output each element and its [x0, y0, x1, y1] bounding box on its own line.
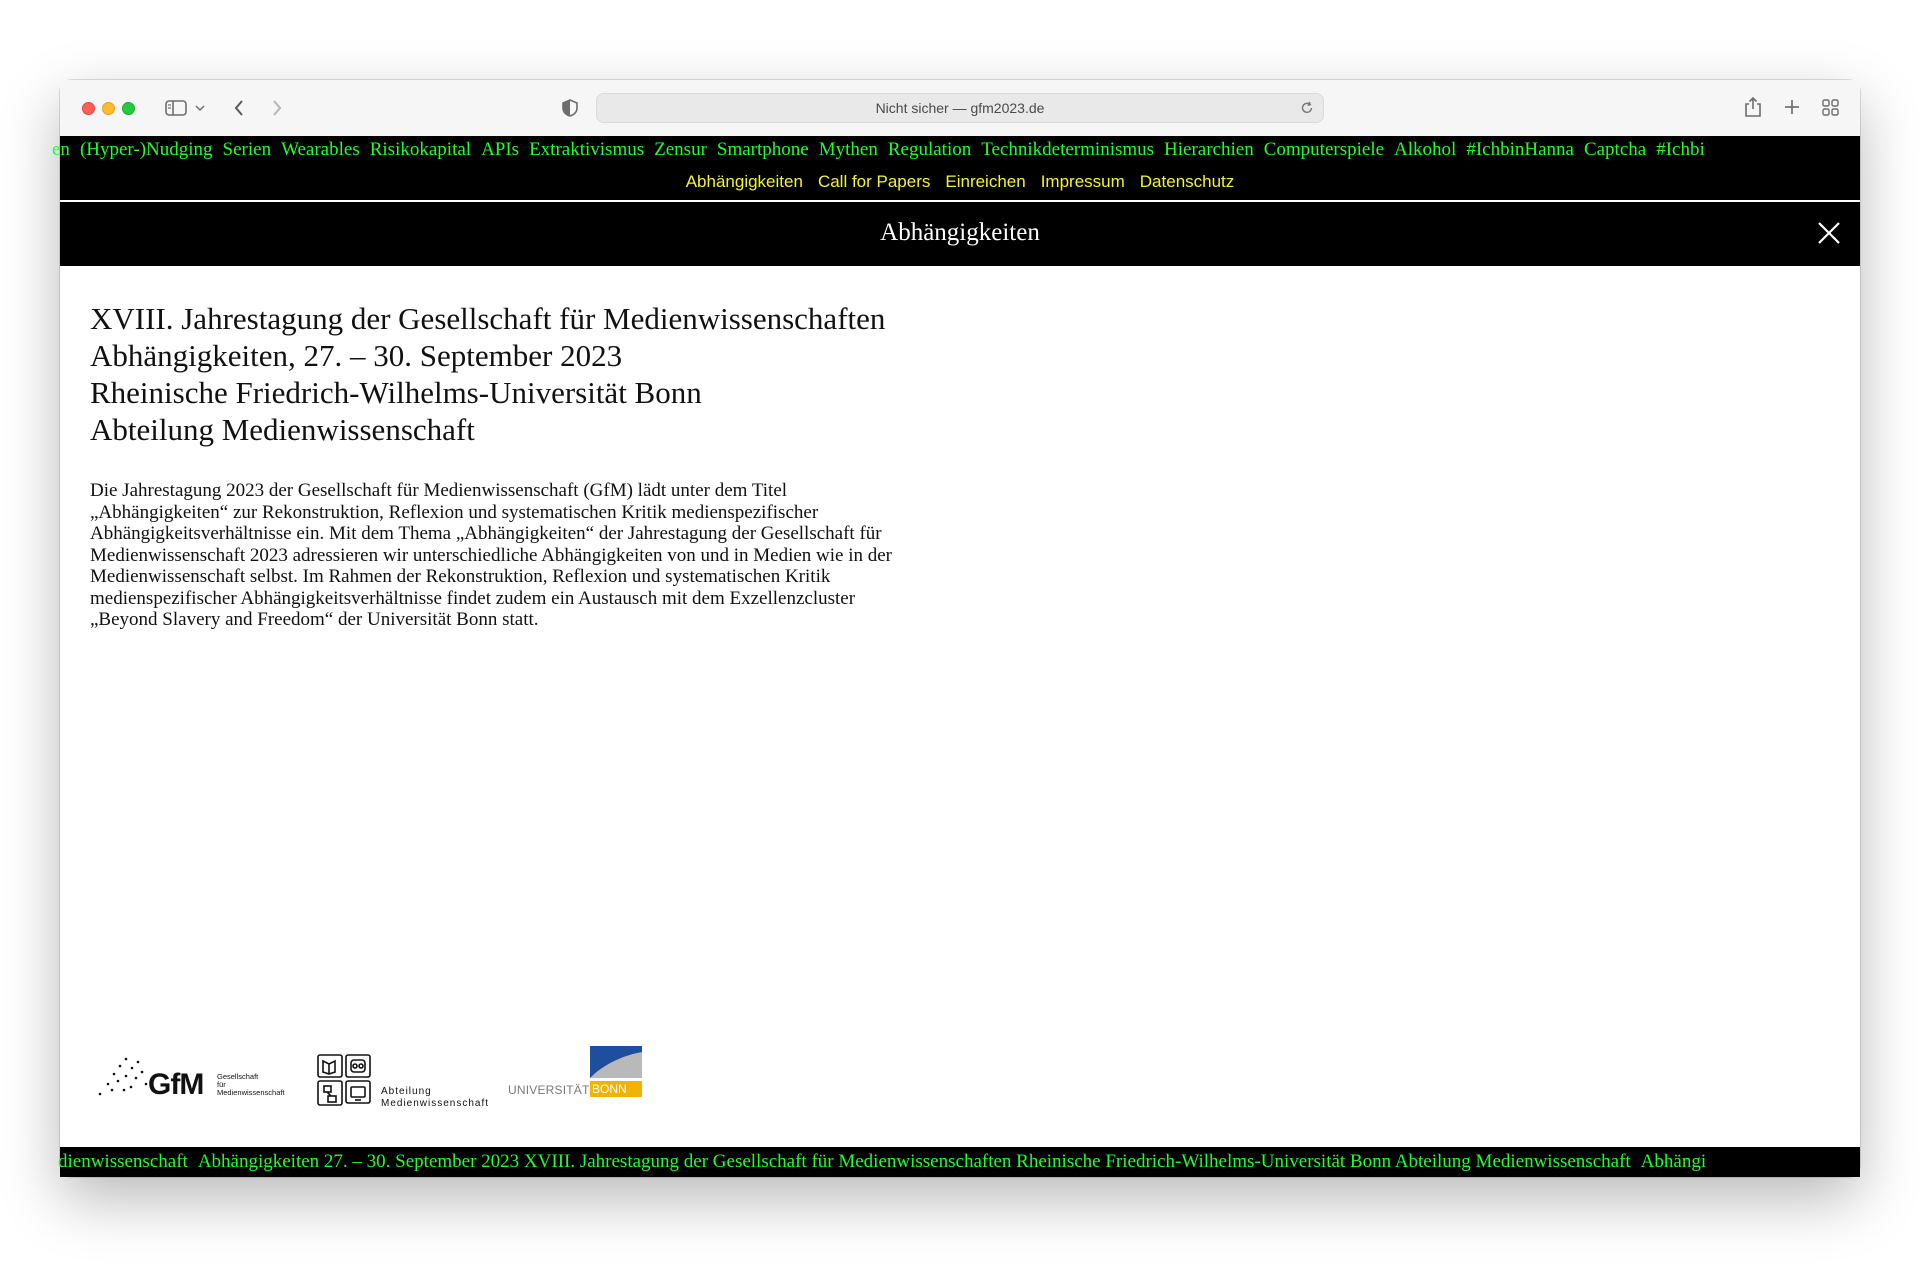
topic-tag: APIs	[481, 139, 520, 160]
intro-line: Medienwissenschaft 2023 adressieren wir unterschiedliche Abhängigkeiten von und in Medien wie in der	[90, 544, 893, 566]
address-text: Nicht sicher — gfm2023.de	[875, 100, 1045, 116]
gfm-sub-line: für	[217, 1080, 226, 1089]
topic-tag: Computerspiele	[1263, 139, 1385, 160]
headline-line: Abhängigkeiten, 27. – 30. September 2023	[90, 338, 623, 373]
footer-marquee-text: Abhängigkeiten 27. – 30. September 2023 XVIII. Jahrestagung der Gesellschaft für Medienwissenschaften Rheinische Friedrich-Wilhelms-Universität Bonn Abteilung Medienwissenschaft	[197, 1151, 1631, 1172]
intro-line: „Abhängigkeiten“ zur Rekonstruktion, Reflexion und systematischen Kritik medienspezifischer	[90, 501, 819, 523]
site-header	[52, 136, 1860, 200]
topic-marquee	[52, 136, 1860, 166]
page-title: Abhängigkeiten	[880, 219, 1040, 246]
topic-tag: Captcha	[1583, 139, 1647, 160]
new-tab-icon[interactable]	[1782, 97, 1802, 117]
topic-tag: en	[52, 139, 70, 160]
uni-bonn-emblem-icon	[590, 1046, 642, 1078]
share-icon[interactable]	[1742, 94, 1764, 120]
abteilung-logo-text	[381, 1086, 489, 1110]
topic-marquee-track	[52, 138, 1705, 162]
web-page	[52, 136, 1860, 1177]
uni-bonn-right-text: BONN	[590, 1081, 642, 1097]
nav-link-datenschutz[interactable]: Datenschutz	[1139, 172, 1235, 191]
headline-line: Abteilung Medienwissenschaft	[90, 412, 475, 447]
browser-toolbar	[60, 80, 1860, 137]
reload-icon[interactable]	[1299, 100, 1315, 116]
back-icon[interactable]	[230, 96, 248, 120]
topic-tag: #IchbinHanna	[1466, 139, 1574, 160]
footer-marquee-text: Abhängi	[1640, 1151, 1707, 1172]
zoom-window-button[interactable]	[122, 102, 135, 115]
chevron-down-icon[interactable]	[194, 100, 206, 116]
nav-link-abhängigkeiten[interactable]: Abhängigkeiten	[685, 172, 803, 191]
nav-link-impressum[interactable]: Impressum	[1040, 172, 1125, 191]
nav-link-einreichen[interactable]: Einreichen	[945, 172, 1026, 191]
topic-tag: Regulation	[887, 139, 972, 160]
intro-line: medienspezifischer Abhängigkeitsverhältnisse findet zudem ein Austausch mit dem Exzellenzcluster	[90, 587, 856, 609]
topic-tag: #Ichbi	[1656, 139, 1705, 160]
privacy-shield-icon[interactable]	[560, 97, 580, 119]
intro-line: Abhängigkeitsverhältnisse ein. Mit dem Thema „Abhängigkeiten“ der Jahrestagung der Gesellschaft für	[90, 523, 882, 544]
topic-tag: Smartphone	[716, 139, 809, 160]
topic-tag: Extraktivismus	[529, 139, 645, 160]
headline-line: XVIII. Jahrestagung der Gesellschaft für Medienwissenschaften	[90, 301, 886, 336]
gfm-sub-line: Medienwissenschaft	[217, 1088, 285, 1097]
title-bar	[60, 202, 1860, 266]
footer-marquee	[60, 1147, 1860, 1177]
minimize-window-button[interactable]	[102, 102, 115, 115]
uni-bonn-left-text: UNIVERSITÄT	[508, 1083, 590, 1097]
gfm-sub-line: Gesellschaft	[217, 1072, 259, 1081]
uni-bonn-logo[interactable]	[508, 1046, 648, 1102]
abteilung-line: Abteilung	[381, 1086, 432, 1097]
topic-tag: Alkohol	[1394, 139, 1457, 160]
nav-link-call-for-papers[interactable]: Call for Papers	[817, 172, 931, 191]
main-nav	[60, 166, 1860, 196]
intro-line: Medienwissenschaft selbst. Im Rahmen der Rekonstruktion, Reflexion und systematischen Kritik	[90, 566, 831, 587]
main-content	[90, 300, 990, 631]
topic-tag: (Hyper-)Nudging	[79, 139, 213, 160]
abteilung-line: Medienwissenschaft	[381, 1098, 490, 1109]
close-icon[interactable]	[1816, 220, 1842, 246]
gfm-logo-mark: GfM	[148, 1068, 204, 1101]
topic-tag: Risikokapital	[369, 139, 472, 160]
abteilung-logo[interactable]	[315, 1052, 495, 1112]
close-window-button[interactable]	[82, 102, 95, 115]
tab-overview-icon[interactable]	[1820, 97, 1840, 117]
headline-line: Rheinische Friedrich-Wilhelms-Universität Bonn	[90, 375, 702, 410]
intro-text	[90, 480, 970, 631]
topic-tag: Technikdeterminismus	[981, 139, 1155, 160]
sidebar-icon[interactable]	[164, 97, 188, 119]
topic-tag: Mythen	[818, 139, 878, 160]
conference-headline	[90, 300, 990, 448]
topic-tag: Wearables	[281, 139, 360, 160]
media-blocks-icon	[315, 1052, 373, 1110]
forward-icon[interactable]	[268, 96, 286, 120]
address-bar[interactable]	[596, 93, 1324, 123]
footer-marquee-text: dienwissenschaft	[58, 1151, 188, 1172]
footer-marquee-track	[58, 1150, 1706, 1174]
topic-tag: Hierarchien	[1164, 139, 1254, 160]
gfm-logo-subtitle	[217, 1073, 285, 1097]
topic-tag: Zensur	[654, 139, 707, 160]
gfm-logo[interactable]	[98, 1054, 298, 1110]
intro-line: Die Jahrestagung 2023 der Gesellschaft für Medienwissenschaft (GfM) lädt unter dem Titel	[90, 480, 788, 501]
topic-tag: Serien	[222, 139, 272, 160]
browser-window	[52, 80, 1860, 1177]
intro-line: „Beyond Slavery and Freedom“ der Universität Bonn statt.	[90, 609, 539, 630]
